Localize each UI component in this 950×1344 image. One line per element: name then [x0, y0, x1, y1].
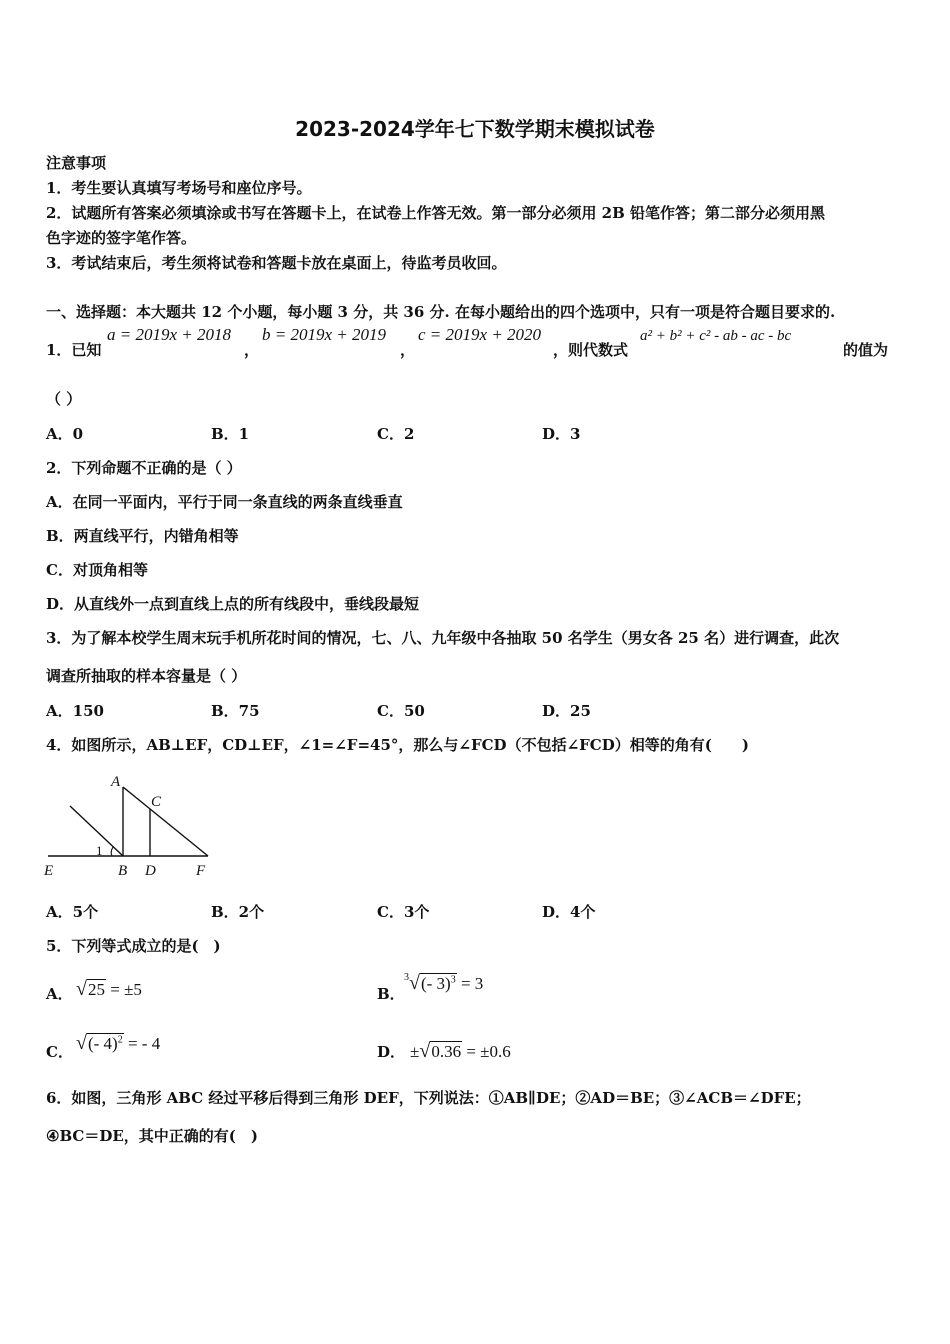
q4-option-c: C．3个	[377, 903, 430, 921]
q5-option-d-expression	[410, 1040, 511, 1063]
q2-option-b: B．两直线平行，内错角相等	[46, 527, 239, 545]
label-1: 1	[96, 843, 103, 858]
q5-option-b-label: B．	[377, 985, 405, 1003]
label-f: F	[196, 863, 206, 879]
q3-stem-line-1: 3．为了解本校学生周末玩手机所花时间的情况，七、八、九年级中各抽取 50 名学生（男女各 25 名）进行调查，此次	[46, 629, 840, 647]
q1-mid: ，则代数式	[553, 341, 629, 359]
notice-heading: 注意事项	[46, 154, 107, 172]
angle-1-arc	[111, 847, 113, 856]
radicand: (- 4)$^2$	[87, 1034, 123, 1053]
q4-option-d: D．4个	[542, 903, 596, 921]
q2-stem: 2．下列命题不正确的是（ ）	[46, 459, 242, 477]
radicand: 0.36	[431, 1042, 462, 1061]
label-b: B	[118, 863, 128, 879]
radicand: 25	[87, 980, 105, 999]
q3-option-d: D．25	[542, 702, 591, 720]
q3-option-b: B．75	[211, 702, 260, 720]
q5-option-a-label: A．	[46, 985, 73, 1003]
q5-option-b-expression	[404, 972, 483, 995]
q5-option-a-expression	[76, 978, 142, 1001]
plus-minus: ±	[410, 1042, 420, 1061]
radical-sign: √	[76, 1032, 87, 1054]
q4-stem: 4．如图所示，AB⊥EF，CD⊥EF，∠1=∠F=45°，那么与∠FCD（不包括∠FCD）相等的角有( )	[46, 736, 749, 754]
label-e: E	[44, 863, 54, 879]
line-af	[123, 787, 208, 856]
q2-option-d: D．从直线外一点到直线上点的所有线段中，垂线段最短	[46, 595, 420, 613]
q4-option-a: A．5个	[46, 903, 99, 921]
q1-option-b: B．1	[211, 425, 250, 443]
q1-equation-a: a = 2019x + 2018	[107, 325, 231, 344]
q1-option-a: A．0	[46, 425, 84, 443]
q1-option-d: D．3	[542, 425, 581, 443]
radical-sign: √	[409, 972, 420, 994]
root-index: 3	[404, 972, 409, 984]
rhs: = 3	[460, 974, 484, 993]
notice-item-3: 3．考试结束后，考生须将试卷和答题卡放在桌面上，待监考员收回。	[46, 254, 507, 272]
notice-item-2-cont: 色字迹的签字笔作答。	[46, 229, 197, 247]
q1-comma-2: ，	[400, 341, 416, 359]
radical-sign: √	[76, 978, 87, 1000]
q1-suffix: 的值为	[843, 341, 889, 359]
radicand: (- 3)$^3$	[420, 974, 456, 993]
label-c: C	[151, 794, 162, 810]
q6-stem-line-2: ④BC＝DE，其中正确的有( )	[46, 1127, 258, 1145]
q1-comma-1: ，	[244, 341, 260, 359]
q2-option-a: A．在同一平面内，平行于同一条直线的两条直线垂直	[46, 493, 403, 511]
q2-option-c: C．对顶角相等	[46, 561, 148, 579]
q4-geometry-figure	[40, 770, 220, 885]
q3-option-c: C．50	[377, 702, 425, 720]
q5-option-c-label: C．	[46, 1043, 73, 1061]
q5-stem: 5．下列等式成立的是( )	[46, 937, 221, 955]
q1-equation-b: b = 2019x + 2019	[262, 325, 386, 344]
q1-equation-c: c = 2019x + 2020	[418, 325, 542, 344]
q1-option-c: C．2	[377, 425, 415, 443]
q5-option-c-expression	[76, 1032, 160, 1055]
q4-option-b: B．2个	[211, 903, 265, 921]
rhs: = ±0.6	[466, 1042, 511, 1061]
q6-stem-line-1: 6．如图，三角形 ABC 经过平移后得到三角形 DEF，下列说法：①AB∥DE；②AD＝BE；③∠ACB＝∠DFE；	[46, 1089, 811, 1107]
q3-stem-line-2: 调查所抽取的样本容量是（ ）	[46, 667, 247, 685]
page-title: 2023-2024学年七下数学期末模拟试卷	[295, 117, 655, 141]
label-a: A	[111, 774, 121, 790]
section-heading: 一、选择题：本大题共 12 个小题，每小题 3 分，共 36 分. 在每小题给出的四个选项中，只有一项是符合题目要求的.	[46, 303, 836, 321]
rhs: = ±5	[110, 980, 142, 999]
notice-item-1: 1．考生要认真填写考场号和座位序号。	[46, 179, 312, 197]
q1-prefix: 1．已知	[46, 341, 102, 359]
q5-option-d-label: D．	[377, 1043, 406, 1061]
radical-sign: √	[419, 1040, 431, 1062]
label-d: D	[145, 863, 156, 879]
rhs: = - 4	[127, 1034, 161, 1053]
q3-option-a: A．150	[46, 702, 104, 720]
q1-answer-paren: （ ）	[46, 390, 82, 408]
notice-item-2: 2．试题所有答案必须填涂或书写在答题卡上，在试卷上作答无效。第一部分必须用 2B 铅笔作答；第二部分必须用黑	[46, 204, 826, 222]
q1-expression: a² + b² + c² - ab - ac - bc	[640, 328, 792, 344]
